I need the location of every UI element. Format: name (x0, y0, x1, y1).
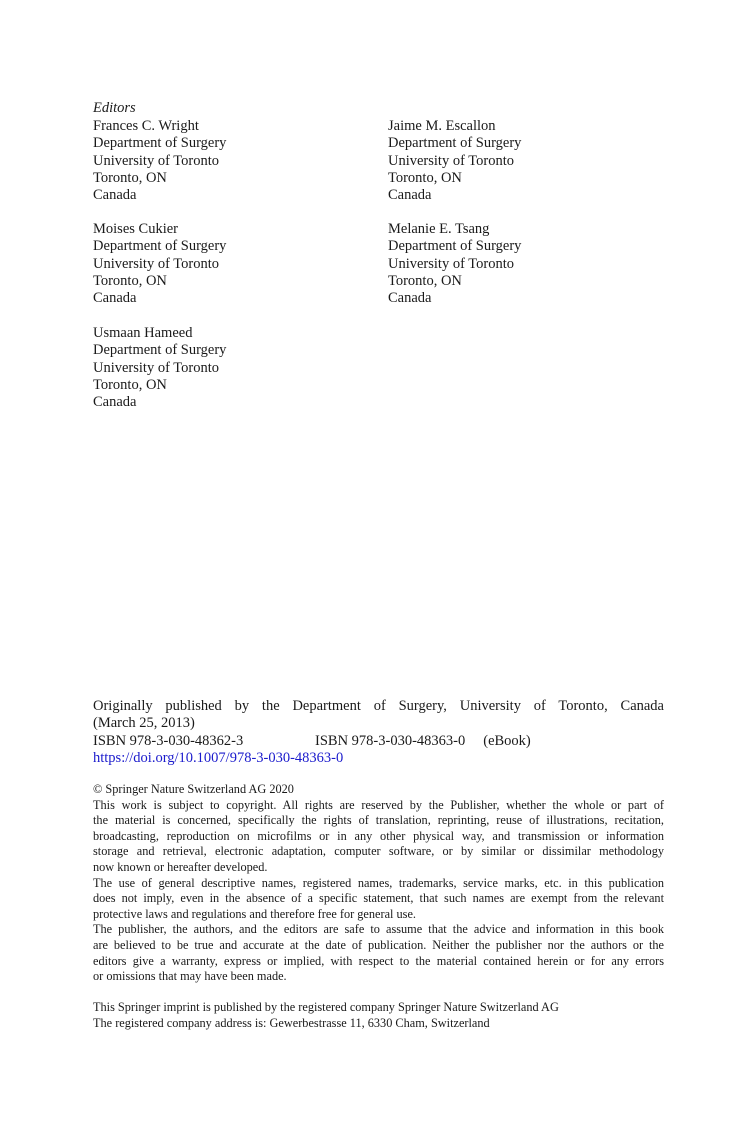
text-line: storage and retrieval, electronic adaptation, computer software, or by similar or dissimilar methodology (93, 844, 664, 859)
editor-department: Department of Surgery (388, 238, 522, 255)
editor-institution: University of Toronto (388, 152, 514, 169)
editor-city: Toronto, ON (93, 272, 167, 289)
doi-link[interactable]: https://doi.org/10.1007/978-3-030-48363-0 (93, 749, 344, 766)
text-line: The publisher, the authors, and the editors are safe to assume that the advice and information in this book (93, 922, 664, 937)
copyright-notice: © Springer Nature Switzerland AG 2020 (93, 782, 294, 796)
text-line: now known or hereafter developed. (93, 859, 268, 874)
editor-name: Melanie E. Tsang (388, 221, 490, 237)
editors-heading: Editors (93, 100, 136, 116)
text-line: the material is concerned, specifically the rights of translation, reprinting, reuse of illustrations, recitation, (93, 813, 664, 828)
text-line: does not imply, even in the absence of a specific statement, that such names are exempt from the relevant (93, 891, 664, 906)
imprint-block (93, 1000, 664, 1031)
editor-institution: University of Toronto (93, 359, 219, 376)
isbn-ebook-note: (eBook) (483, 732, 531, 749)
text-line: protective laws and regulations and therefore free for general use. (93, 906, 416, 921)
imprint-address-line: The registered company address is: Gewerbestrasse 11, 6330 Cham, Switzerland (93, 1015, 490, 1030)
text-line: editors give a warranty, express or implied, with respect to the material contained herein or for any errors (93, 953, 664, 968)
editor-name: Moises Cukier (93, 221, 178, 237)
original-publication-line: Originally published by the Department of Surgery, University of Toronto, Canada (93, 698, 664, 714)
editor-entry (93, 325, 226, 411)
editor-country: Canada (388, 187, 432, 204)
isbn-ebook: ISBN 978-3-030-48363-0 (315, 732, 466, 749)
editor-entry (93, 221, 226, 307)
editor-city: Toronto, ON (388, 169, 462, 186)
editor-name: Frances C. Wright (93, 118, 199, 134)
editor-name: Jaime M. Escallon (388, 118, 496, 134)
editor-department: Department of Surgery (93, 135, 227, 152)
editor-department: Department of Surgery (93, 342, 227, 359)
isbn-row (93, 733, 664, 750)
editor-entry (388, 221, 521, 307)
publication-info (93, 698, 664, 767)
copyright-block (93, 782, 664, 985)
text-line: or omissions that may have been made. (93, 969, 287, 984)
copyright-paragraph-names (93, 876, 664, 923)
editor-city: Toronto, ON (388, 272, 462, 289)
text-line: are believed to be true and accurate at the date of publication. Neither the publisher nor the authors or the (93, 937, 664, 952)
text-line: The use of general descriptive names, registered names, trademarks, service marks, etc. in this publication (93, 875, 664, 890)
text-line: broadcasting, reproduction on microfilms or in any other physical way, and transmission or information (93, 828, 664, 843)
editor-institution: University of Toronto (93, 152, 219, 169)
copyright-paragraph-disclaimer (93, 922, 664, 984)
editor-country: Canada (93, 394, 137, 411)
text-line: This work is subject to copyright. All rights are reserved by the Publisher, whether the whole or part of (93, 797, 664, 812)
editor-name: Usmaan Hameed (93, 325, 193, 341)
editor-department: Department of Surgery (388, 135, 522, 152)
editor-country: Canada (388, 290, 432, 307)
editor-city: Toronto, ON (93, 376, 167, 393)
editor-institution: University of Toronto (93, 255, 219, 272)
isbn-print: ISBN 978-3-030-48362-3 (93, 732, 244, 749)
editor-country: Canada (93, 187, 137, 204)
editor-city: Toronto, ON (93, 169, 167, 186)
editor-department: Department of Surgery (93, 238, 227, 255)
editor-country: Canada (93, 290, 137, 307)
editor-entry (93, 118, 226, 204)
editor-entry (388, 118, 521, 204)
editor-institution: University of Toronto (388, 255, 514, 272)
original-publication-date: (March 25, 2013) (93, 715, 195, 732)
imprint-company-line: This Springer imprint is published by the registered company Springer Nature Switzerland AG (93, 1000, 559, 1014)
copyright-paragraph-rights (93, 798, 664, 876)
